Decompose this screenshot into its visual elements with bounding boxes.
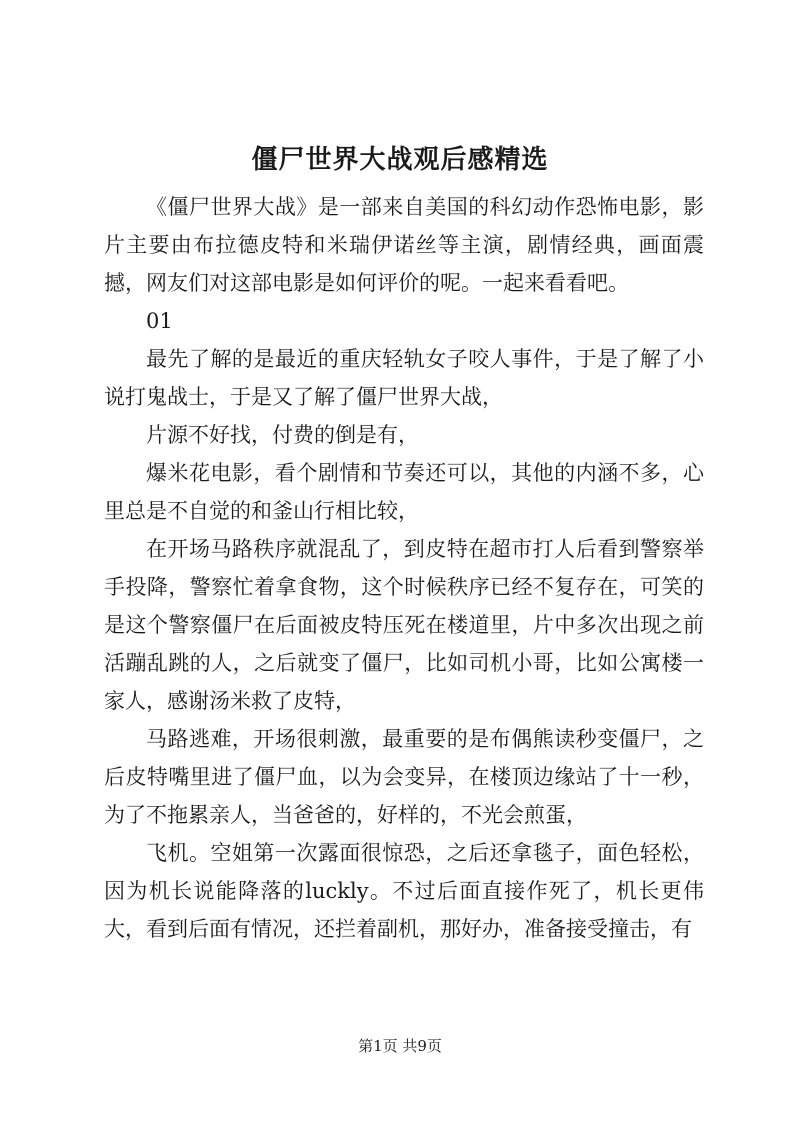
paragraph-intro: 《僵尸世界大战》是一部来自美国的科幻动作恐怖电影，影片主要由布拉德皮特和米瑞伊诺丝等主演，剧情经典，画面震撼，网友们对这部电影是如何评价的呢。一起来看看吧。 — [104, 195, 704, 295]
paragraph: 飞机。空姐第一次露面很惊恐，之后还拿毯子，面色轻松，因为机长说能降落的luckly。不过后面直接作死了，机长更伟大，看到后面有情况，还拦着副机，那好办，准备接受撞击，有 — [104, 841, 704, 941]
page-footer: 第1页 共9页 — [358, 1037, 442, 1055]
paragraph: 最先了解的是最近的重庆轻轨女子咬人事件，于是了解了小说打鬼战士，于是又了解了僵尸世界大战， — [104, 347, 704, 409]
paragraph: 爆米花电影，看个剧情和节奏还可以，其他的内涵不多，心里总是不自觉的和釜山行相比较， — [104, 461, 704, 523]
section-number: 01 — [146, 309, 173, 333]
paragraph: 马路逃难，开场很刺激，最重要的是布偶熊读秒变僵尸，之后皮特嘴里进了僵尸血，以为会变异，在楼顶边缘站了十一秒，为了不拖累亲人，当爸爸的，好样的，不光会煎蛋， — [104, 727, 704, 827]
paragraph: 片源不好找，付费的倒是有， — [146, 423, 419, 447]
document-body — [104, 188, 704, 948]
document-title: 僵尸世界大战观后感精选 — [251, 145, 549, 175]
paragraph: 在开场马路秩序就混乱了，到皮特在超市打人后看到警察举手投降，警察忙着拿食物，这个时候秩序已经不复存在，可笑的是这个警察僵尸在后面被皮特压死在楼道里，片中多次出现之前活蹦乱跳的人，之后就变了僵尸，比如司机小哥，比如公寓楼一家人，感谢汤米救了皮特， — [104, 537, 704, 713]
